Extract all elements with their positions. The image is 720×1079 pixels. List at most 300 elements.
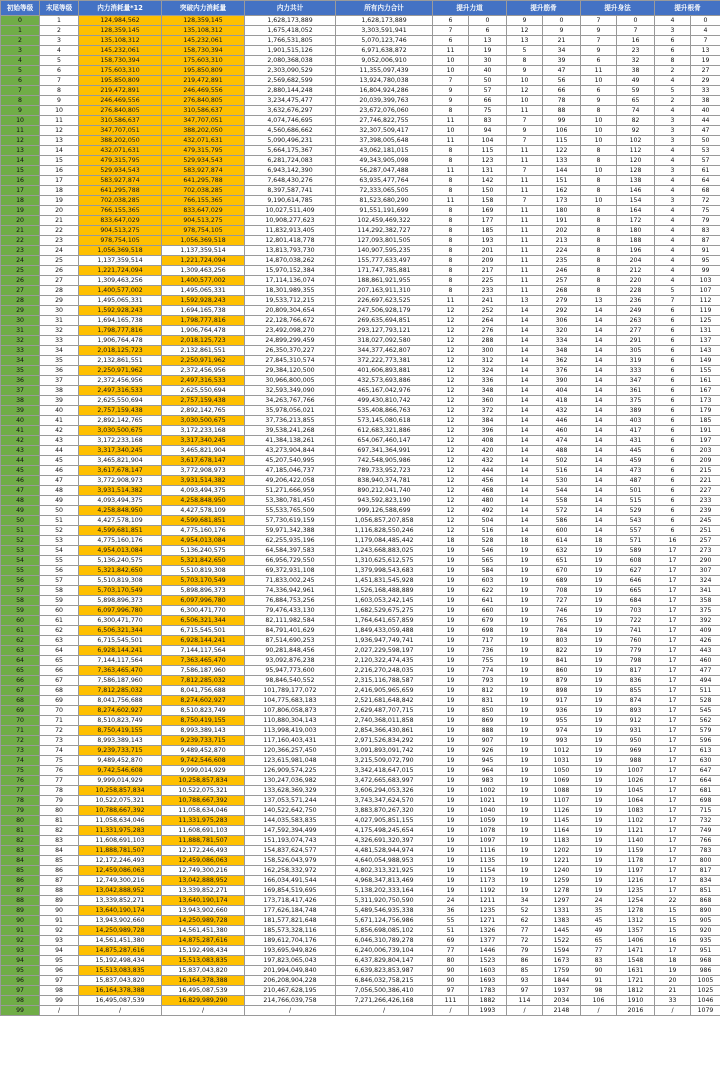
cell-consumption-x12: 276,840,805 <box>79 106 162 116</box>
cell-agility-total: 893 <box>617 706 655 716</box>
cell-root-gain: 17 <box>655 676 691 686</box>
cell-bone-total: 651 <box>543 556 581 566</box>
cell-strength-gain: 12 <box>433 396 469 406</box>
cell-agility-total: 112 <box>617 146 655 156</box>
cell-root-gain: 4 <box>655 256 691 266</box>
cell-root-gain: 17 <box>655 656 691 666</box>
cell-consumption-x12: 2,132,861,551 <box>79 356 162 366</box>
cell-agility-gain: 35 <box>581 906 617 916</box>
cell-bone-gain: 19 <box>507 646 543 656</box>
cell-breakthrough-consumption: 2,018,125,723 <box>162 336 245 346</box>
cell-all-inner-power-sum: 5,138,202,333,164 <box>336 886 433 896</box>
cell-strength-gain: 10 <box>433 66 469 76</box>
cell-consumption-x12: 135,108,312 <box>79 36 162 46</box>
cell-bone-total: 292 <box>543 306 581 316</box>
cell-all-inner-power-sum: 2,740,368,011,858 <box>336 716 433 726</box>
cell-agility-gain: 19 <box>581 876 617 886</box>
cell-root-total: 40 <box>691 106 720 116</box>
cell-root-gain: 4 <box>655 176 691 186</box>
cell-breakthrough-consumption: 15,513,083,835 <box>162 956 245 966</box>
cell-root-total: 562 <box>691 716 720 726</box>
cell-breakthrough-consumption: 1,056,369,518 <box>162 236 245 246</box>
cell-bone-gain: 86 <box>507 956 543 966</box>
cell-strength-gain: 8 <box>433 146 469 156</box>
cell-end-level: 77 <box>40 776 79 786</box>
cell-end-level: 82 <box>40 826 79 836</box>
cell-root-gain: 6 <box>655 306 691 316</box>
cell-bone-gain: 9 <box>507 16 543 26</box>
cell-start-level: 51 <box>1 526 40 536</box>
cell-consumption-x12: 8,750,419,155 <box>79 726 162 736</box>
cell-consumption-x12: 388,202,050 <box>79 136 162 146</box>
cell-inner-power-total: 76,884,753,256 <box>245 596 336 606</box>
cell-inner-power-total: 18,301,989,355 <box>245 286 336 296</box>
cell-bone-gain: 52 <box>507 906 543 916</box>
cell-agility-total: 722 <box>617 616 655 626</box>
cell-start-level: 8 <box>1 96 40 106</box>
cell-root-gain: 6 <box>655 336 691 346</box>
cell-strength-gain: 12 <box>433 506 469 516</box>
cell-agility-total: 1045 <box>617 786 655 796</box>
cell-strength-total: 264 <box>469 316 507 326</box>
cell-root-gain: 3 <box>655 126 691 136</box>
cell-strength-gain: 8 <box>433 266 469 276</box>
cell-agility-gain: 7 <box>581 36 617 46</box>
cell-all-inner-power-sum: 114,292,382,727 <box>336 226 433 236</box>
cell-strength-total: 384 <box>469 416 507 426</box>
cell-consumption-x12: 4,599,681,851 <box>79 526 162 536</box>
cell-all-inner-power-sum: 6,240,006,739,104 <box>336 946 433 956</box>
cell-consumption-x12: / <box>79 1006 162 1016</box>
cell-end-level: 50 <box>40 506 79 516</box>
cell-agility-total: 375 <box>617 396 655 406</box>
cell-strength-total: 131 <box>469 166 507 176</box>
cell-agility-gain: 11 <box>581 66 617 76</box>
cell-agility-total: 543 <box>617 516 655 526</box>
cell-consumption-x12: 7,363,465,470 <box>79 666 162 676</box>
cell-end-level: 13 <box>40 136 79 146</box>
cell-inner-power-total: 26,350,370,227 <box>245 346 336 356</box>
cell-inner-power-total: 84,791,401,629 <box>245 626 336 636</box>
cell-bone-gain: 13 <box>507 296 543 306</box>
cell-strength-gain: 6 <box>433 16 469 26</box>
cell-strength-total: 408 <box>469 436 507 446</box>
table-row <box>1 376 720 386</box>
cell-start-level: 18 <box>1 196 40 206</box>
cell-agility-gain: 19 <box>581 856 617 866</box>
cell-agility-total: 16 <box>617 36 655 46</box>
cell-agility-gain: 10 <box>581 126 617 136</box>
cell-inner-power-total: 20,809,304,654 <box>245 306 336 316</box>
cell-start-level: 37 <box>1 386 40 396</box>
cell-strength-total: 736 <box>469 646 507 656</box>
cell-start-level: 94 <box>1 956 40 966</box>
cell-start-level: 46 <box>1 476 40 486</box>
cell-root-total: 664 <box>691 776 720 786</box>
cell-agility-total: 82 <box>617 116 655 126</box>
cell-root-total: 33 <box>691 86 720 96</box>
cell-strength-total: 888 <box>469 726 507 736</box>
cell-all-inner-power-sum: 3,091,893,091,742 <box>336 746 433 756</box>
cell-all-inner-power-sum: 7,056,500,386,410 <box>336 986 433 996</box>
cell-strength-gain: 19 <box>433 856 469 866</box>
cell-bone-gain: 14 <box>507 456 543 466</box>
cell-end-level: 74 <box>40 746 79 756</box>
cell-agility-total: 417 <box>617 426 655 436</box>
cell-inner-power-total: 7,648,430,276 <box>245 176 336 186</box>
cell-root-gain: 17 <box>655 616 691 626</box>
cell-breakthrough-consumption: 13,640,190,174 <box>162 896 245 906</box>
cell-start-level: 36 <box>1 376 40 386</box>
cell-bone-gain: 19 <box>507 706 543 716</box>
cell-strength-total: 1377 <box>469 936 507 946</box>
cell-agility-gain: 14 <box>581 466 617 476</box>
cell-strength-gain: 8 <box>433 176 469 186</box>
cell-bone-total: 1759 <box>543 966 581 976</box>
cell-end-level: 46 <box>40 466 79 476</box>
cell-strength-gain: 9 <box>433 86 469 96</box>
cell-consumption-x12: 1,495,065,331 <box>79 296 162 306</box>
cell-agility-gain: 8 <box>581 226 617 236</box>
cell-agility-total: 1159 <box>617 846 655 856</box>
cell-inner-power-total: 3,234,475,477 <box>245 96 336 106</box>
cell-bone-total: 446 <box>543 416 581 426</box>
cell-start-level: 78 <box>1 796 40 806</box>
cell-root-total: 868 <box>691 896 720 906</box>
cell-end-level: 85 <box>40 856 79 866</box>
cell-start-level: 58 <box>1 596 40 606</box>
cell-agility-total: 319 <box>617 356 655 366</box>
cell-bone-gain: 14 <box>507 316 543 326</box>
cell-agility-total: 1197 <box>617 866 655 876</box>
cell-all-inner-power-sum: 2,027,229,598,197 <box>336 646 433 656</box>
cell-agility-total: 1102 <box>617 816 655 826</box>
cell-start-level: 47 <box>1 486 40 496</box>
cell-end-level: 35 <box>40 356 79 366</box>
cell-bone-gain: 14 <box>507 416 543 426</box>
cell-agility-gain: 19 <box>581 806 617 816</box>
cell-breakthrough-consumption: 978,754,105 <box>162 226 245 236</box>
cell-root-total: 834 <box>691 876 720 886</box>
cell-breakthrough-consumption: 9,489,452,870 <box>162 746 245 756</box>
cell-consumption-x12: 128,359,145 <box>79 26 162 36</box>
cell-inner-power-total: 29,384,120,500 <box>245 366 336 376</box>
cell-root-gain: 17 <box>655 556 691 566</box>
cell-start-level: 84 <box>1 856 40 866</box>
cell-start-level: 39 <box>1 406 40 416</box>
cell-bone-gain: 19 <box>507 856 543 866</box>
cell-bone-gain: 14 <box>507 516 543 526</box>
cell-agility-gain: 19 <box>581 706 617 716</box>
cell-start-level: 23 <box>1 246 40 256</box>
cell-start-level: 72 <box>1 736 40 746</box>
cell-root-gain: 3 <box>655 116 691 126</box>
cell-consumption-x12: 8,993,389,143 <box>79 736 162 746</box>
cell-root-total: 29 <box>691 76 720 86</box>
cell-all-inner-power-sum: 226,697,623,525 <box>336 296 433 306</box>
cell-all-inner-power-sum: 11,355,097,439 <box>336 66 433 76</box>
cell-end-level: 64 <box>40 646 79 656</box>
cell-breakthrough-consumption: 2,132,861,551 <box>162 346 245 356</box>
cell-all-inner-power-sum: 4,326,691,320,397 <box>336 836 433 846</box>
cell-strength-total: 641 <box>469 596 507 606</box>
cell-bone-total: 614 <box>543 536 581 546</box>
cell-bone-total: 1069 <box>543 776 581 786</box>
cell-strength-gain: 19 <box>433 836 469 846</box>
cell-bone-total: 1297 <box>543 896 581 906</box>
cell-bone-total: 544 <box>543 486 581 496</box>
cell-end-level: 9 <box>40 96 79 106</box>
cell-start-level: 33 <box>1 346 40 356</box>
cell-breakthrough-consumption: 8,274,602,927 <box>162 696 245 706</box>
cell-agility-total: 1140 <box>617 836 655 846</box>
cell-inner-power-total: 32,593,349,090 <box>245 386 336 396</box>
cell-bone-gain: 19 <box>507 736 543 746</box>
cell-strength-gain: 8 <box>433 226 469 236</box>
cell-strength-total: 468 <box>469 486 507 496</box>
cell-start-level: 77 <box>1 786 40 796</box>
cell-root-gain: 17 <box>655 786 691 796</box>
cell-root-total: 50 <box>691 136 720 146</box>
cell-agility-total: 146 <box>617 186 655 196</box>
cell-bone-total: 572 <box>543 506 581 516</box>
cell-agility-total: 0 <box>617 16 655 26</box>
cell-agility-gain: 8 <box>581 206 617 216</box>
cell-bone-total: 122 <box>543 146 581 156</box>
cell-strength-total: 300 <box>469 346 507 356</box>
cell-bone-gain: 19 <box>507 546 543 556</box>
cell-breakthrough-consumption: 4,954,013,084 <box>162 536 245 546</box>
cell-strength-total: 1097 <box>469 836 507 846</box>
cell-bone-gain: 14 <box>507 506 543 516</box>
cell-breakthrough-consumption: 432,071,631 <box>162 136 245 146</box>
cell-root-total: 341 <box>691 586 720 596</box>
cell-end-level: 1 <box>40 16 79 26</box>
cell-end-level: 42 <box>40 426 79 436</box>
cell-root-gain: 6 <box>655 516 691 526</box>
cell-root-gain: 17 <box>655 826 691 836</box>
table-row <box>1 36 720 46</box>
cell-root-gain: 2 <box>655 66 691 76</box>
cell-agility-gain: 49 <box>581 926 617 936</box>
col-bone-gain: 提升筋骨 <box>507 1 581 16</box>
cell-end-level: 66 <box>40 666 79 676</box>
cell-start-level: 64 <box>1 656 40 666</box>
cell-breakthrough-consumption: 1,906,764,478 <box>162 326 245 336</box>
cell-strength-gain: 80 <box>433 956 469 966</box>
cell-start-level: 65 <box>1 666 40 676</box>
cell-all-inner-power-sum: 5,070,123,746 <box>336 36 433 46</box>
cell-root-total: 72 <box>691 196 720 206</box>
cell-agility-gain: 19 <box>581 716 617 726</box>
cell-consumption-x12: 145,232,061 <box>79 46 162 56</box>
cell-strength-gain: 19 <box>433 726 469 736</box>
cell-inner-power-total: 98,846,540,552 <box>245 676 336 686</box>
cell-end-level: 68 <box>40 686 79 696</box>
cell-breakthrough-consumption: 1,400,577,002 <box>162 276 245 286</box>
cell-consumption-x12: 6,506,321,344 <box>79 626 162 636</box>
cell-bone-gain: 11 <box>507 156 543 166</box>
cell-breakthrough-consumption: 195,850,809 <box>162 66 245 76</box>
cell-consumption-x12: 10,522,075,321 <box>79 796 162 806</box>
cell-root-gain: 2 <box>655 96 691 106</box>
cell-consumption-x12: 2,757,159,438 <box>79 406 162 416</box>
cell-bone-gain: 11 <box>507 106 543 116</box>
table-row <box>1 746 720 756</box>
cell-breakthrough-consumption: 11,058,634,046 <box>162 806 245 816</box>
cell-root-gain: 4 <box>655 226 691 236</box>
cell-strength-gain: 19 <box>433 666 469 676</box>
cell-strength-gain: 19 <box>433 766 469 776</box>
cell-agility-gain: 19 <box>581 616 617 626</box>
cell-end-level: 52 <box>40 526 79 536</box>
cell-all-inner-power-sum: 3,215,509,072,790 <box>336 756 433 766</box>
cell-strength-gain: 55 <box>433 916 469 926</box>
cell-start-level: 67 <box>1 686 40 696</box>
cell-strength-total: 528 <box>469 536 507 546</box>
cell-root-gain: 17 <box>655 756 691 766</box>
cell-agility-total: 120 <box>617 156 655 166</box>
cell-root-total: 715 <box>691 806 720 816</box>
cell-all-inner-power-sum: 6,046,310,789,278 <box>336 936 433 946</box>
cell-agility-total: 487 <box>617 476 655 486</box>
cell-strength-total: 420 <box>469 446 507 456</box>
cell-start-level: 61 <box>1 626 40 636</box>
cell-end-level: 49 <box>40 496 79 506</box>
cell-inner-power-total: 10,908,277,623 <box>245 216 336 226</box>
cell-inner-power-total: 43,273,904,844 <box>245 446 336 456</box>
cell-inner-power-total: 140,522,642,750 <box>245 806 336 816</box>
cell-bone-total: 39 <box>543 56 581 66</box>
cell-strength-gain: 19 <box>433 646 469 656</box>
cell-inner-power-total: 1,628,173,889 <box>245 16 336 26</box>
table-row <box>1 786 720 796</box>
cell-bone-total: 376 <box>543 366 581 376</box>
cell-breakthrough-consumption: 158,730,394 <box>162 46 245 56</box>
cell-consumption-x12: 4,093,494,375 <box>79 496 162 506</box>
cell-all-inner-power-sum: 6,971,638,872 <box>336 46 433 56</box>
cell-agility-total: 684 <box>617 596 655 606</box>
cell-all-inner-power-sum: 1,936,947,749,741 <box>336 636 433 646</box>
table-row <box>1 256 720 266</box>
table-row <box>1 926 720 936</box>
cell-strength-total: 1192 <box>469 886 507 896</box>
cell-bone-gain: 19 <box>507 636 543 646</box>
cell-bone-total: 727 <box>543 596 581 606</box>
cell-root-total: 227 <box>691 486 720 496</box>
cell-strength-gain: 19 <box>433 676 469 686</box>
cell-agility-gain: 14 <box>581 316 617 326</box>
cell-inner-power-total: 62,255,935,196 <box>245 536 336 546</box>
cell-strength-gain: 12 <box>433 436 469 446</box>
cell-root-total: 13 <box>691 46 720 56</box>
cell-breakthrough-consumption: 2,625,550,694 <box>162 386 245 396</box>
cell-end-level: 6 <box>40 66 79 76</box>
col-breakthrough-consumption: 突破内力消耗量 <box>162 1 245 16</box>
cell-strength-total: 1783 <box>469 986 507 996</box>
table-row <box>1 776 720 786</box>
cell-breakthrough-consumption: 3,617,678,147 <box>162 456 245 466</box>
cell-all-inner-power-sum: 4,027,905,851,155 <box>336 816 433 826</box>
cell-consumption-x12: 246,469,556 <box>79 96 162 106</box>
cell-breakthrough-consumption: 3,465,821,904 <box>162 446 245 456</box>
cell-agility-total: 608 <box>617 556 655 566</box>
cell-root-total: 233 <box>691 496 720 506</box>
cell-agility-total: 817 <box>617 666 655 676</box>
cell-strength-gain: 12 <box>433 346 469 356</box>
table-row <box>1 326 720 336</box>
cell-root-gain: 6 <box>655 406 691 416</box>
cell-start-level: 49 <box>1 506 40 516</box>
cell-start-level: 91 <box>1 926 40 936</box>
cell-consumption-x12: 2,018,125,723 <box>79 346 162 356</box>
cell-breakthrough-consumption: 4,427,578,109 <box>162 506 245 516</box>
cell-root-total: 131 <box>691 326 720 336</box>
table-row <box>1 66 720 76</box>
table-row <box>1 826 720 836</box>
cell-breakthrough-consumption: 1,137,359,514 <box>162 246 245 256</box>
cell-strength-total: 276 <box>469 326 507 336</box>
cell-end-level: 40 <box>40 406 79 416</box>
cell-root-total: 107 <box>691 286 720 296</box>
cell-root-gain: 4 <box>655 276 691 286</box>
cell-strength-gain: 90 <box>433 976 469 986</box>
cell-strength-gain: 19 <box>433 886 469 896</box>
cell-breakthrough-consumption: 479,315,795 <box>162 146 245 156</box>
cell-agility-total: 473 <box>617 466 655 476</box>
cell-breakthrough-consumption: 3,931,514,382 <box>162 476 245 486</box>
cell-root-total: 221 <box>691 476 720 486</box>
cell-inner-power-total: 151,193,074,743 <box>245 836 336 846</box>
cell-inner-power-total: 59,971,342,388 <box>245 526 336 536</box>
cell-consumption-x12: 833,647,029 <box>79 216 162 226</box>
cell-root-gain: 6 <box>655 376 691 386</box>
cell-start-level: 96 <box>1 976 40 986</box>
cell-all-inner-power-sum: 1,379,998,543,683 <box>336 566 433 576</box>
cell-inner-power-total: 79,476,433,130 <box>245 606 336 616</box>
cell-strength-total: 348 <box>469 386 507 396</box>
cell-breakthrough-consumption: 5,898,896,373 <box>162 586 245 596</box>
cell-root-total: 324 <box>691 576 720 586</box>
cell-start-level: 6 <box>1 76 40 86</box>
cell-end-level: 73 <box>40 736 79 746</box>
cell-start-level: 41 <box>1 426 40 436</box>
cell-end-level: 19 <box>40 196 79 206</box>
table-row <box>1 116 720 126</box>
cell-consumption-x12: 9,742,546,608 <box>79 766 162 776</box>
cell-root-total: 511 <box>691 686 720 696</box>
cell-strength-gain: 19 <box>433 656 469 666</box>
cell-all-inner-power-sum: 838,940,374,781 <box>336 476 433 486</box>
cell-strength-gain: 19 <box>433 546 469 556</box>
cell-agility-gain: 19 <box>581 746 617 756</box>
cell-inner-power-total: 22,128,766,672 <box>245 316 336 326</box>
cell-strength-total: 158 <box>469 196 507 206</box>
cell-strength-gain: 11 <box>433 136 469 146</box>
cell-all-inner-power-sum: 16,804,924,286 <box>336 86 433 96</box>
cell-inner-power-total: 64,584,397,583 <box>245 546 336 556</box>
cell-end-level: 17 <box>40 176 79 186</box>
cell-start-level: 71 <box>1 726 40 736</box>
cell-breakthrough-consumption: 388,202,050 <box>162 126 245 136</box>
cell-start-level: 27 <box>1 286 40 296</box>
cell-bone-gain: 11 <box>507 226 543 236</box>
cell-all-inner-power-sum: 344,377,462,807 <box>336 346 433 356</box>
cell-breakthrough-consumption: 175,603,310 <box>162 56 245 66</box>
cell-breakthrough-consumption: 6,300,471,770 <box>162 606 245 616</box>
cell-agility-total: 220 <box>617 276 655 286</box>
cell-all-inner-power-sum: 1,603,053,242,145 <box>336 596 433 606</box>
